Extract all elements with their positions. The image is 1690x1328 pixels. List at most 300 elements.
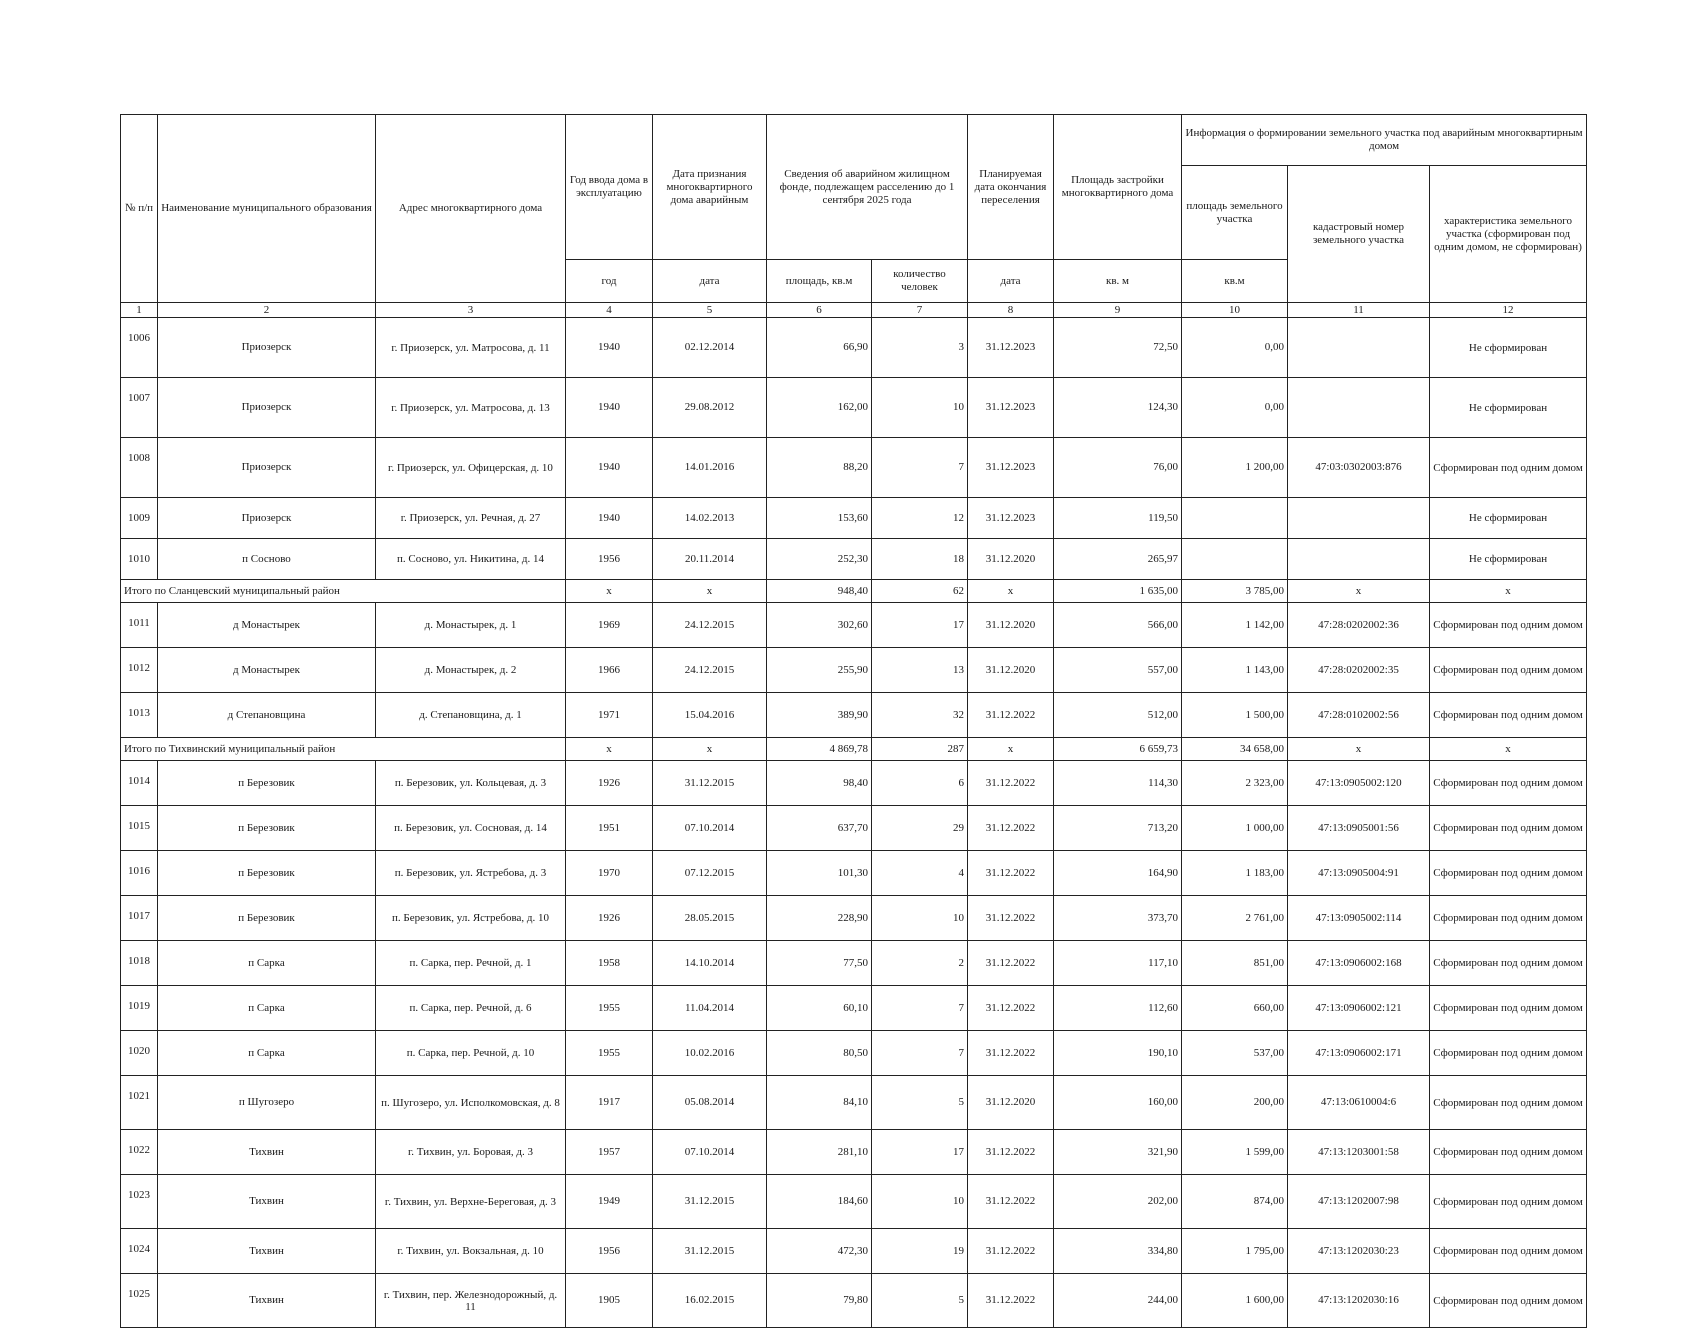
municipality-cell: Приозерск [158, 378, 376, 438]
header-building-area: Площадь застройки многоквартирного дома [1054, 115, 1182, 260]
year-cell: 1956 [566, 1229, 653, 1274]
unit-year: год [566, 260, 653, 303]
people-cell: 62 [872, 580, 968, 603]
table-row [121, 1229, 1587, 1274]
column-number: 9 [1054, 303, 1182, 318]
header-num: № п/п [121, 115, 158, 303]
emergency-date-cell: 29.08.2012 [653, 378, 767, 438]
table-row [121, 986, 1587, 1031]
land-status-cell: Сформирован под одним домом [1430, 1076, 1587, 1130]
planned-date-cell: 31.12.2022 [968, 1229, 1054, 1274]
emergency-date-cell: 11.04.2014 [653, 986, 767, 1031]
area-cell: 281,10 [767, 1130, 872, 1175]
land-status-cell: Сформирован под одним домом [1430, 851, 1587, 896]
municipality-cell: п Сарка [158, 941, 376, 986]
planned-date-cell: 31.12.2022 [968, 896, 1054, 941]
municipality-cell: п Березовик [158, 896, 376, 941]
year-cell: 1940 [566, 438, 653, 498]
cadastral-cell: 47:13:1202030:16 [1288, 1274, 1430, 1328]
planned-date-cell: 31.12.2022 [968, 806, 1054, 851]
area-cell: 84,10 [767, 1076, 872, 1130]
emergency-date-cell: 31.12.2015 [653, 761, 767, 806]
table-row [121, 1175, 1587, 1229]
header-land-char: характеристика земельного участка (сформирован под одним домом, не сформирован) [1430, 166, 1587, 303]
cadastral-cell: x [1288, 738, 1430, 761]
area-cell: 88,20 [767, 438, 872, 498]
address-cell: п. Березовик, ул. Ястребова, д. 10 [376, 896, 566, 941]
year-cell: 1940 [566, 318, 653, 378]
cadastral-cell [1288, 318, 1430, 378]
row-number: 1021 [121, 1076, 158, 1130]
emergency-date-cell: x [653, 738, 767, 761]
row-number: 1020 [121, 1031, 158, 1076]
total-row [121, 580, 1587, 603]
column-number: 3 [376, 303, 566, 318]
emergency-date-cell: 07.12.2015 [653, 851, 767, 896]
table-row [121, 539, 1587, 580]
table-row [121, 693, 1587, 738]
cadastral-cell: 47:13:0905002:120 [1288, 761, 1430, 806]
municipality-cell: п Березовик [158, 806, 376, 851]
planned-date-cell: 31.12.2023 [968, 438, 1054, 498]
area-cell: 184,60 [767, 1175, 872, 1229]
land-status-cell: Сформирован под одним домом [1430, 438, 1587, 498]
land-status-cell: Сформирован под одним домом [1430, 603, 1587, 648]
people-cell: 32 [872, 693, 968, 738]
header-year-built: Год ввода дома в эксплуатацию [566, 115, 653, 260]
column-number: 6 [767, 303, 872, 318]
building-area-cell: 713,20 [1054, 806, 1182, 851]
table-row [121, 378, 1587, 438]
land-area-cell: 2 761,00 [1182, 896, 1288, 941]
area-cell: 98,40 [767, 761, 872, 806]
land-area-cell: 537,00 [1182, 1031, 1288, 1076]
area-cell: 948,40 [767, 580, 872, 603]
land-area-cell: 1 795,00 [1182, 1229, 1288, 1274]
building-area-cell: 244,00 [1054, 1274, 1182, 1328]
people-cell: 18 [872, 539, 968, 580]
land-status-cell: Сформирован под одним домом [1430, 1175, 1587, 1229]
emergency-date-cell: 07.10.2014 [653, 806, 767, 851]
land-status-cell: Сформирован под одним домом [1430, 761, 1587, 806]
planned-date-cell: 31.12.2022 [968, 941, 1054, 986]
area-cell: 101,30 [767, 851, 872, 896]
column-number: 10 [1182, 303, 1288, 318]
cadastral-cell [1288, 378, 1430, 438]
land-area-cell: 0,00 [1182, 378, 1288, 438]
land-status-cell: Сформирован под одним домом [1430, 1031, 1587, 1076]
year-cell: 1955 [566, 986, 653, 1031]
planned-date-cell: x [968, 580, 1054, 603]
year-cell: x [566, 738, 653, 761]
table-body [121, 318, 1587, 1328]
emergency-date-cell: 20.11.2014 [653, 539, 767, 580]
cadastral-cell: 47:13:1203001:58 [1288, 1130, 1430, 1175]
year-cell: 1958 [566, 941, 653, 986]
people-cell: 7 [872, 438, 968, 498]
year-cell: 1966 [566, 648, 653, 693]
total-label: Итого по Тихвинский муниципальный район [121, 738, 566, 761]
cadastral-cell [1288, 498, 1430, 539]
land-status-cell: Сформирован под одним домом [1430, 896, 1587, 941]
address-cell: г. Тихвин, ул. Верхне-Береговая, д. 3 [376, 1175, 566, 1229]
municipality-cell: Тихвин [158, 1274, 376, 1328]
municipality-cell: п Сарка [158, 986, 376, 1031]
address-cell: г. Приозерск, ул. Речная, д. 27 [376, 498, 566, 539]
year-cell: 1949 [566, 1175, 653, 1229]
table-row [121, 438, 1587, 498]
emergency-housing-table [120, 114, 1587, 1328]
cadastral-cell: 47:28:0202002:36 [1288, 603, 1430, 648]
cadastral-cell: 47:13:0610004:6 [1288, 1076, 1430, 1130]
municipality-cell: Тихвин [158, 1229, 376, 1274]
people-cell: 10 [872, 1175, 968, 1229]
header-date-emergency: Дата признания многоквартирного дома аварийным [653, 115, 767, 260]
header-cadastral: кадастровый номер земельного участка [1288, 166, 1430, 303]
people-cell: 287 [872, 738, 968, 761]
year-cell: 1940 [566, 498, 653, 539]
planned-date-cell: 31.12.2020 [968, 648, 1054, 693]
building-area-cell: 202,00 [1054, 1175, 1182, 1229]
header-land-info: Информация о формировании земельного участка под аварийным многоквартирным домом [1182, 115, 1587, 166]
address-cell: п. Сарка, пер. Речной, д. 1 [376, 941, 566, 986]
area-cell: 162,00 [767, 378, 872, 438]
municipality-cell: д Монастырек [158, 603, 376, 648]
cadastral-cell: 47:13:1202007:98 [1288, 1175, 1430, 1229]
address-cell: г. Тихвин, пер. Железнодорожный, д. 11 [376, 1274, 566, 1328]
land-area-cell: 1 600,00 [1182, 1274, 1288, 1328]
cadastral-cell: x [1288, 580, 1430, 603]
land-status-cell: Не сформирован [1430, 378, 1587, 438]
column-number: 11 [1288, 303, 1430, 318]
municipality-cell: Тихвин [158, 1175, 376, 1229]
header-planned-date: Планируемая дата окончания переселения [968, 115, 1054, 260]
year-cell: x [566, 580, 653, 603]
address-cell: п. Березовик, ул. Сосновая, д. 14 [376, 806, 566, 851]
emergency-date-cell: 10.02.2016 [653, 1031, 767, 1076]
address-cell: г. Приозерск, ул. Матросова, д. 13 [376, 378, 566, 438]
year-cell: 1905 [566, 1274, 653, 1328]
land-area-cell: 34 658,00 [1182, 738, 1288, 761]
emergency-date-cell: 15.04.2016 [653, 693, 767, 738]
table-row [121, 498, 1587, 539]
land-area-cell: 1 500,00 [1182, 693, 1288, 738]
header-land-area: площадь земельного участка [1182, 166, 1288, 260]
land-status-cell: Не сформирован [1430, 498, 1587, 539]
table-row [121, 1274, 1587, 1328]
table-row [121, 648, 1587, 693]
row-number: 1006 [121, 318, 158, 378]
land-area-cell [1182, 498, 1288, 539]
row-number: 1015 [121, 806, 158, 851]
land-area-cell: 3 785,00 [1182, 580, 1288, 603]
area-cell: 637,70 [767, 806, 872, 851]
table-row [121, 318, 1587, 378]
column-number: 2 [158, 303, 376, 318]
building-area-cell: 265,97 [1054, 539, 1182, 580]
planned-date-cell: 31.12.2022 [968, 693, 1054, 738]
land-area-cell: 1 143,00 [1182, 648, 1288, 693]
cadastral-cell: 47:13:0905004:91 [1288, 851, 1430, 896]
emergency-date-cell: 14.02.2013 [653, 498, 767, 539]
building-area-cell: 160,00 [1054, 1076, 1182, 1130]
cadastral-cell: 47:03:0302003:876 [1288, 438, 1430, 498]
area-cell: 60,10 [767, 986, 872, 1031]
year-cell: 1957 [566, 1130, 653, 1175]
column-number: 7 [872, 303, 968, 318]
emergency-date-cell: 14.10.2014 [653, 941, 767, 986]
emergency-date-cell: 28.05.2015 [653, 896, 767, 941]
land-area-cell: 0,00 [1182, 318, 1288, 378]
area-cell: 66,90 [767, 318, 872, 378]
planned-date-cell: 31.12.2022 [968, 851, 1054, 896]
total-label: Итого по Сланцевский муниципальный район [121, 580, 566, 603]
row-number: 1010 [121, 539, 158, 580]
table-row [121, 761, 1587, 806]
year-cell: 1955 [566, 1031, 653, 1076]
building-area-cell: 72,50 [1054, 318, 1182, 378]
land-status-cell: Не сформирован [1430, 539, 1587, 580]
people-cell: 17 [872, 1130, 968, 1175]
planned-date-cell: 31.12.2023 [968, 498, 1054, 539]
emergency-date-cell: 16.02.2015 [653, 1274, 767, 1328]
land-area-cell: 851,00 [1182, 941, 1288, 986]
building-area-cell: 119,50 [1054, 498, 1182, 539]
land-status-cell: x [1430, 580, 1587, 603]
address-cell: п. Березовик, ул. Ястребова, д. 3 [376, 851, 566, 896]
year-cell: 1971 [566, 693, 653, 738]
people-cell: 10 [872, 896, 968, 941]
emergency-date-cell: x [653, 580, 767, 603]
column-number: 12 [1430, 303, 1587, 318]
cadastral-cell: 47:13:0905002:114 [1288, 896, 1430, 941]
address-cell: д. Монастырек, д. 1 [376, 603, 566, 648]
people-cell: 5 [872, 1274, 968, 1328]
column-number: 5 [653, 303, 767, 318]
area-cell: 4 869,78 [767, 738, 872, 761]
table-row [121, 941, 1587, 986]
land-area-cell: 200,00 [1182, 1076, 1288, 1130]
cadastral-cell: 47:13:0905001:56 [1288, 806, 1430, 851]
land-area-cell [1182, 539, 1288, 580]
table-header [121, 115, 1587, 318]
year-cell: 1956 [566, 539, 653, 580]
planned-date-cell: 31.12.2023 [968, 378, 1054, 438]
building-area-cell: 124,30 [1054, 378, 1182, 438]
people-cell: 17 [872, 603, 968, 648]
people-cell: 10 [872, 378, 968, 438]
unit-date: дата [653, 260, 767, 303]
people-cell: 4 [872, 851, 968, 896]
building-area-cell: 334,80 [1054, 1229, 1182, 1274]
address-cell: д. Монастырек, д. 2 [376, 648, 566, 693]
land-area-cell: 1 200,00 [1182, 438, 1288, 498]
area-cell: 228,90 [767, 896, 872, 941]
header-emergency-info: Сведения об аварийном жилищном фонде, подлежащем расселению до 1 сентября 2025 года [767, 115, 968, 260]
unit-date-planned: дата [968, 260, 1054, 303]
people-cell: 7 [872, 1031, 968, 1076]
municipality-cell: Тихвин [158, 1130, 376, 1175]
building-area-cell: 1 635,00 [1054, 580, 1182, 603]
table-row [121, 1076, 1587, 1130]
building-area-cell: 114,30 [1054, 761, 1182, 806]
municipality-cell: Приозерск [158, 438, 376, 498]
header-address: Адрес многоквартирного дома [376, 115, 566, 303]
cadastral-cell [1288, 539, 1430, 580]
unit-area: площадь, кв.м [767, 260, 872, 303]
land-status-cell: Не сформирован [1430, 318, 1587, 378]
address-cell: п. Шугозеро, ул. Исполкомовская, д. 8 [376, 1076, 566, 1130]
cadastral-cell: 47:13:0906002:168 [1288, 941, 1430, 986]
emergency-date-cell: 14.01.2016 [653, 438, 767, 498]
year-cell: 1917 [566, 1076, 653, 1130]
land-area-cell: 1 599,00 [1182, 1130, 1288, 1175]
area-cell: 80,50 [767, 1031, 872, 1076]
people-cell: 6 [872, 761, 968, 806]
municipality-cell: Приозерск [158, 498, 376, 539]
year-cell: 1951 [566, 806, 653, 851]
municipality-cell: Приозерск [158, 318, 376, 378]
cadastral-cell: 47:28:0102002:56 [1288, 693, 1430, 738]
land-area-cell: 660,00 [1182, 986, 1288, 1031]
area-cell: 153,60 [767, 498, 872, 539]
planned-date-cell: 31.12.2020 [968, 1076, 1054, 1130]
address-cell: п. Сарка, пер. Речной, д. 6 [376, 986, 566, 1031]
planned-date-cell: 31.12.2022 [968, 1175, 1054, 1229]
table-row [121, 1130, 1587, 1175]
people-cell: 19 [872, 1229, 968, 1274]
building-area-cell: 117,10 [1054, 941, 1182, 986]
unit-building-area: кв. м [1054, 260, 1182, 303]
emergency-date-cell: 05.08.2014 [653, 1076, 767, 1130]
year-cell: 1969 [566, 603, 653, 648]
document-sheet [120, 114, 1586, 1328]
area-cell: 302,60 [767, 603, 872, 648]
row-number: 1013 [121, 693, 158, 738]
cadastral-cell: 47:13:1202030:23 [1288, 1229, 1430, 1274]
building-area-cell: 6 659,73 [1054, 738, 1182, 761]
municipality-cell: п Шугозеро [158, 1076, 376, 1130]
land-area-cell: 1 183,00 [1182, 851, 1288, 896]
people-cell: 3 [872, 318, 968, 378]
people-cell: 13 [872, 648, 968, 693]
emergency-date-cell: 07.10.2014 [653, 1130, 767, 1175]
land-area-cell: 1 000,00 [1182, 806, 1288, 851]
address-cell: г. Тихвин, ул. Боровая, д. 3 [376, 1130, 566, 1175]
address-cell: д. Степановщина, д. 1 [376, 693, 566, 738]
row-number: 1022 [121, 1130, 158, 1175]
column-number: 8 [968, 303, 1054, 318]
building-area-cell: 512,00 [1054, 693, 1182, 738]
emergency-date-cell: 24.12.2015 [653, 648, 767, 693]
row-number: 1007 [121, 378, 158, 438]
emergency-date-cell: 31.12.2015 [653, 1229, 767, 1274]
row-number: 1018 [121, 941, 158, 986]
planned-date-cell: 31.12.2022 [968, 986, 1054, 1031]
table-row [121, 896, 1587, 941]
table-row [121, 806, 1587, 851]
year-cell: 1926 [566, 896, 653, 941]
planned-date-cell: 31.12.2022 [968, 1274, 1054, 1328]
row-number: 1014 [121, 761, 158, 806]
address-cell: п. Сосново, ул. Никитина, д. 14 [376, 539, 566, 580]
year-cell: 1940 [566, 378, 653, 438]
people-cell: 29 [872, 806, 968, 851]
area-cell: 77,50 [767, 941, 872, 986]
area-cell: 255,90 [767, 648, 872, 693]
row-number: 1025 [121, 1274, 158, 1328]
row-number: 1024 [121, 1229, 158, 1274]
municipality-cell: п Березовик [158, 761, 376, 806]
planned-date-cell: 31.12.2022 [968, 761, 1054, 806]
land-status-cell: Сформирован под одним домом [1430, 648, 1587, 693]
building-area-cell: 190,10 [1054, 1031, 1182, 1076]
area-cell: 79,80 [767, 1274, 872, 1328]
planned-date-cell: 31.12.2020 [968, 539, 1054, 580]
column-number: 4 [566, 303, 653, 318]
row-number: 1011 [121, 603, 158, 648]
address-cell: г. Тихвин, ул. Вокзальная, д. 10 [376, 1229, 566, 1274]
people-cell: 2 [872, 941, 968, 986]
building-area-cell: 373,70 [1054, 896, 1182, 941]
address-cell: п. Сарка, пер. Речной, д. 10 [376, 1031, 566, 1076]
unit-people: количество человек [872, 260, 968, 303]
land-status-cell: Сформирован под одним домом [1430, 1274, 1587, 1328]
table-row [121, 851, 1587, 896]
row-number: 1012 [121, 648, 158, 693]
land-status-cell: Сформирован под одним домом [1430, 806, 1587, 851]
cadastral-cell: 47:13:0906002:121 [1288, 986, 1430, 1031]
address-cell: г. Приозерск, ул. Офицерская, д. 10 [376, 438, 566, 498]
land-status-cell: Сформирован под одним домом [1430, 693, 1587, 738]
total-row [121, 738, 1587, 761]
area-cell: 472,30 [767, 1229, 872, 1274]
planned-date-cell: 31.12.2020 [968, 603, 1054, 648]
building-area-cell: 76,00 [1054, 438, 1182, 498]
row-number: 1009 [121, 498, 158, 539]
cadastral-cell: 47:13:0906002:171 [1288, 1031, 1430, 1076]
land-status-cell: Сформирован под одним домом [1430, 1130, 1587, 1175]
municipality-cell: п Сосново [158, 539, 376, 580]
emergency-date-cell: 02.12.2014 [653, 318, 767, 378]
emergency-date-cell: 31.12.2015 [653, 1175, 767, 1229]
year-cell: 1970 [566, 851, 653, 896]
building-area-cell: 566,00 [1054, 603, 1182, 648]
column-numbers-row [121, 303, 1587, 318]
row-number: 1019 [121, 986, 158, 1031]
land-status-cell: x [1430, 738, 1587, 761]
row-number: 1008 [121, 438, 158, 498]
area-cell: 252,30 [767, 539, 872, 580]
land-status-cell: Сформирован под одним домом [1430, 1229, 1587, 1274]
planned-date-cell: 31.12.2023 [968, 318, 1054, 378]
building-area-cell: 557,00 [1054, 648, 1182, 693]
people-cell: 7 [872, 986, 968, 1031]
unit-land-area: кв.м [1182, 260, 1288, 303]
address-cell: г. Приозерск, ул. Матросова, д. 11 [376, 318, 566, 378]
land-area-cell: 874,00 [1182, 1175, 1288, 1229]
address-cell: п. Березовик, ул. Кольцевая, д. 3 [376, 761, 566, 806]
header-municipality: Наименование муниципального образования [158, 115, 376, 303]
year-cell: 1926 [566, 761, 653, 806]
emergency-date-cell: 24.12.2015 [653, 603, 767, 648]
row-number: 1016 [121, 851, 158, 896]
municipality-cell: д Степановщина [158, 693, 376, 738]
building-area-cell: 112,60 [1054, 986, 1182, 1031]
municipality-cell: д Монастырек [158, 648, 376, 693]
table-row [121, 1031, 1587, 1076]
land-area-cell: 2 323,00 [1182, 761, 1288, 806]
